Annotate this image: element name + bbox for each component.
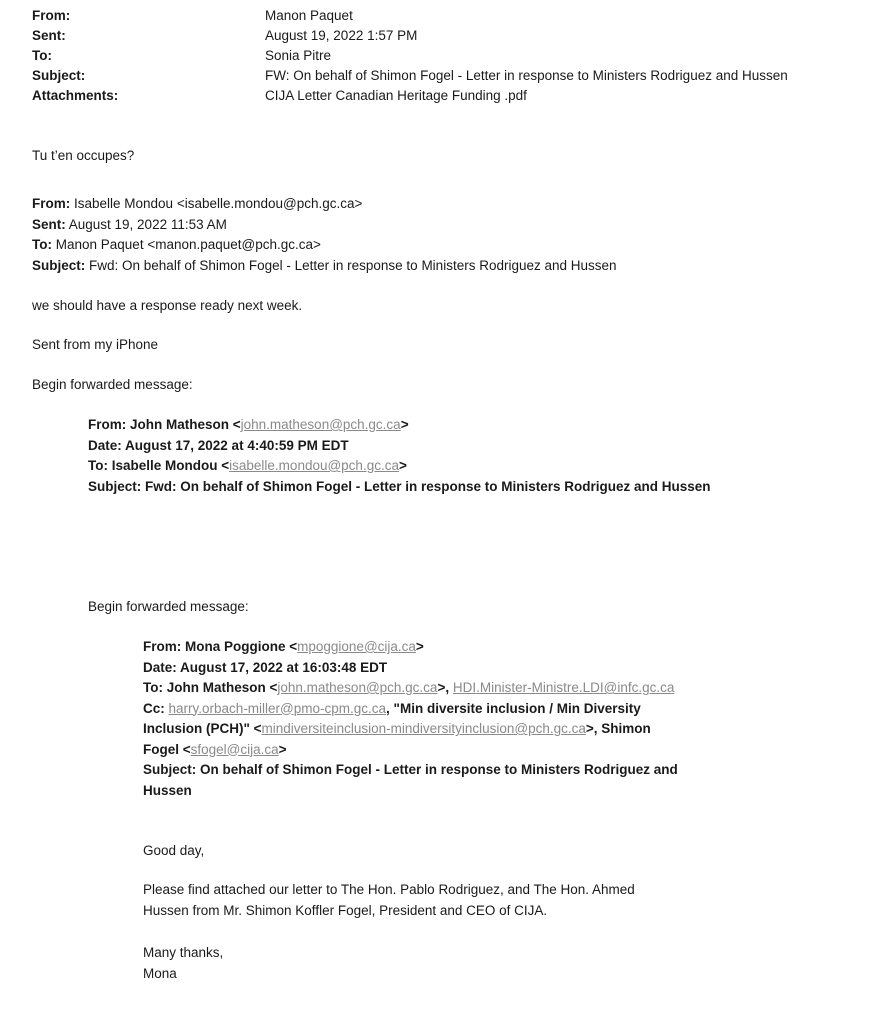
fwd2-subject-label: Subject: [88,478,142,494]
fwd1-sent-line [32,215,617,236]
forward-header-1 [32,194,617,276]
fwd2-from-line [88,415,711,436]
fwd1-signature: Sent from my iPhone [32,337,159,352]
fwd3-from-close: > [415,639,424,654]
fwd3-from-name: Mona Poggione < [181,639,298,654]
message-body: Tu t’en occupes? [32,148,135,163]
fwd3-greeting: Good day, [143,843,205,858]
fwd2-to-close: > [398,458,407,473]
fwd3-cc-label: Cc: [143,700,165,716]
fwd2-to-name: Isabelle Mondou < [108,458,230,473]
fwd3-cc-text-2: Inclusion (PCH)" < [143,721,262,736]
fwd3-cc-line-2 [143,719,678,740]
fwd1-from-label: From: [32,196,71,211]
fwd3-cc-text-3: >, Shimon [585,721,651,736]
fwd2-subject-value: Fwd: On behalf of Shimon Fogel - Letter in response to Ministers Rodriguez and Hussen [141,478,711,494]
fwd2-date-label: Date: [88,437,122,453]
from-value: Manon Paquet [265,8,353,23]
fwd3-cc-line-3 [143,740,678,761]
fwd1-message: we should have a response ready next week. [32,298,303,313]
fwd2-date-line [88,436,711,457]
fwd3-cc-text-4: Fogel < [143,741,191,757]
subject-label: Subject: [32,68,86,83]
fwd3-to-separator: >, [437,680,453,695]
fwd3-subject-label: Subject: [143,762,197,777]
fwd1-to-line [32,235,617,256]
fwd1-subject-value: Fwd: On behalf of Shimon Fogel - Letter in response to Ministers Rodriguez and Hussen [85,257,617,273]
fwd3-to-line [143,678,678,699]
fwd1-to-value: Manon Paquet <manon.paquet@pch.gc.ca> [52,237,321,252]
fwd3-to-label: To: [143,680,163,695]
fwd1-from-line [32,194,617,215]
fwd3-closing: Many thanks, [143,945,224,960]
forward-header-2 [88,415,711,497]
fwd3-from-email-link[interactable]: mpoggione@cija.ca [297,639,416,654]
fwd3-cc-text-1: , "Min diversite inclusion / Min Diversity [386,700,641,716]
fwd1-begin-forwarded: Begin forwarded message: [32,377,193,392]
fwd3-cc-email-link-1[interactable]: harry.orbach-miller@pmo-cpm.gc.ca [168,700,387,716]
fwd2-from-name: John Matheson < [126,417,241,432]
fwd2-from-email-link[interactable]: john.matheson@pch.gc.ca [240,417,401,432]
attachments-label: Attachments: [32,88,119,103]
fwd3-from-line [143,637,678,658]
to-value: Sonia Pitre [265,48,332,63]
fwd2-begin-forwarded: Begin forwarded message: [88,599,249,614]
fwd2-date-value: August 17, 2022 at 4:40:59 PM EDT [121,437,349,453]
fwd1-sent-value: August 19, 2022 11:53 AM [65,216,227,232]
fwd1-subject-label: Subject: [32,257,86,273]
fwd3-date-value: August 17, 2022 at 16:03:48 EDT [176,659,388,675]
fwd2-to-email-link[interactable]: isabelle.mondou@pch.gc.ca [229,458,399,473]
fwd3-subject-line-2 [143,781,678,802]
sent-label: Sent: [32,28,66,43]
sent-value: August 19, 2022 1:57 PM [265,28,418,43]
subject-value: FW: On behalf of Shimon Fogel - Letter in response to Ministers Rodriguez and Hussen [265,68,788,83]
fwd3-date-line [143,658,678,679]
fwd1-from-value: Isabelle Mondou <isabelle.mondou@pch.gc.ca> [70,196,363,211]
fwd3-cc-email-link-2[interactable]: mindiversiteinclusion-mindiversityinclusion@pch.gc.ca [261,721,586,736]
fwd3-subject-line-1 [143,760,678,781]
fwd3-to-name: John Matheson < [163,680,278,695]
fwd3-paragraph [143,880,635,921]
fwd3-to-email-link-1[interactable]: john.matheson@pch.gc.ca [277,680,438,695]
fwd3-date-label: Date: [143,659,177,675]
fwd3-sender-name: Mona [143,965,177,981]
fwd1-to-label: To: [32,237,52,252]
fwd2-to-line [88,456,711,477]
forward-header-3 [143,637,678,801]
fwd3-cc-email-link-3[interactable]: sfogel@cija.ca [190,741,279,757]
fwd2-from-label: From: [88,417,127,432]
fwd1-sent-label: Sent: [32,216,66,232]
to-label: To: [32,48,52,63]
fwd2-subject-line [88,477,711,498]
from-label: From: [32,8,71,23]
fwd2-to-label: To: [88,458,108,473]
fwd3-cc-text-5: > [278,741,287,757]
fwd3-to-email-link-2[interactable]: HDI.Minister-Ministre.LDI@infc.gc.ca [452,680,675,695]
attachments-value: CIJA Letter Canadian Heritage Funding .pdf [265,88,527,103]
fwd3-subject-text-2: Hussen [143,782,192,798]
fwd3-cc-line-1 [143,699,678,720]
fwd3-paragraph-line-2: Hussen from Mr. Shimon Koffler Fogel, President and CEO of CIJA. [143,902,548,918]
fwd2-from-close: > [400,417,409,432]
fwd3-signoff [143,943,223,984]
fwd3-paragraph-line-1: Please find attached our letter to The Hon. Pablo Rodriguez, and The Hon. Ahmed [143,882,635,897]
fwd1-subject-line [32,256,617,277]
fwd3-subject-text-1: On behalf of Shimon Fogel - Letter in response to Ministers Rodriguez and [196,762,678,777]
fwd3-from-label: From: [143,639,182,654]
